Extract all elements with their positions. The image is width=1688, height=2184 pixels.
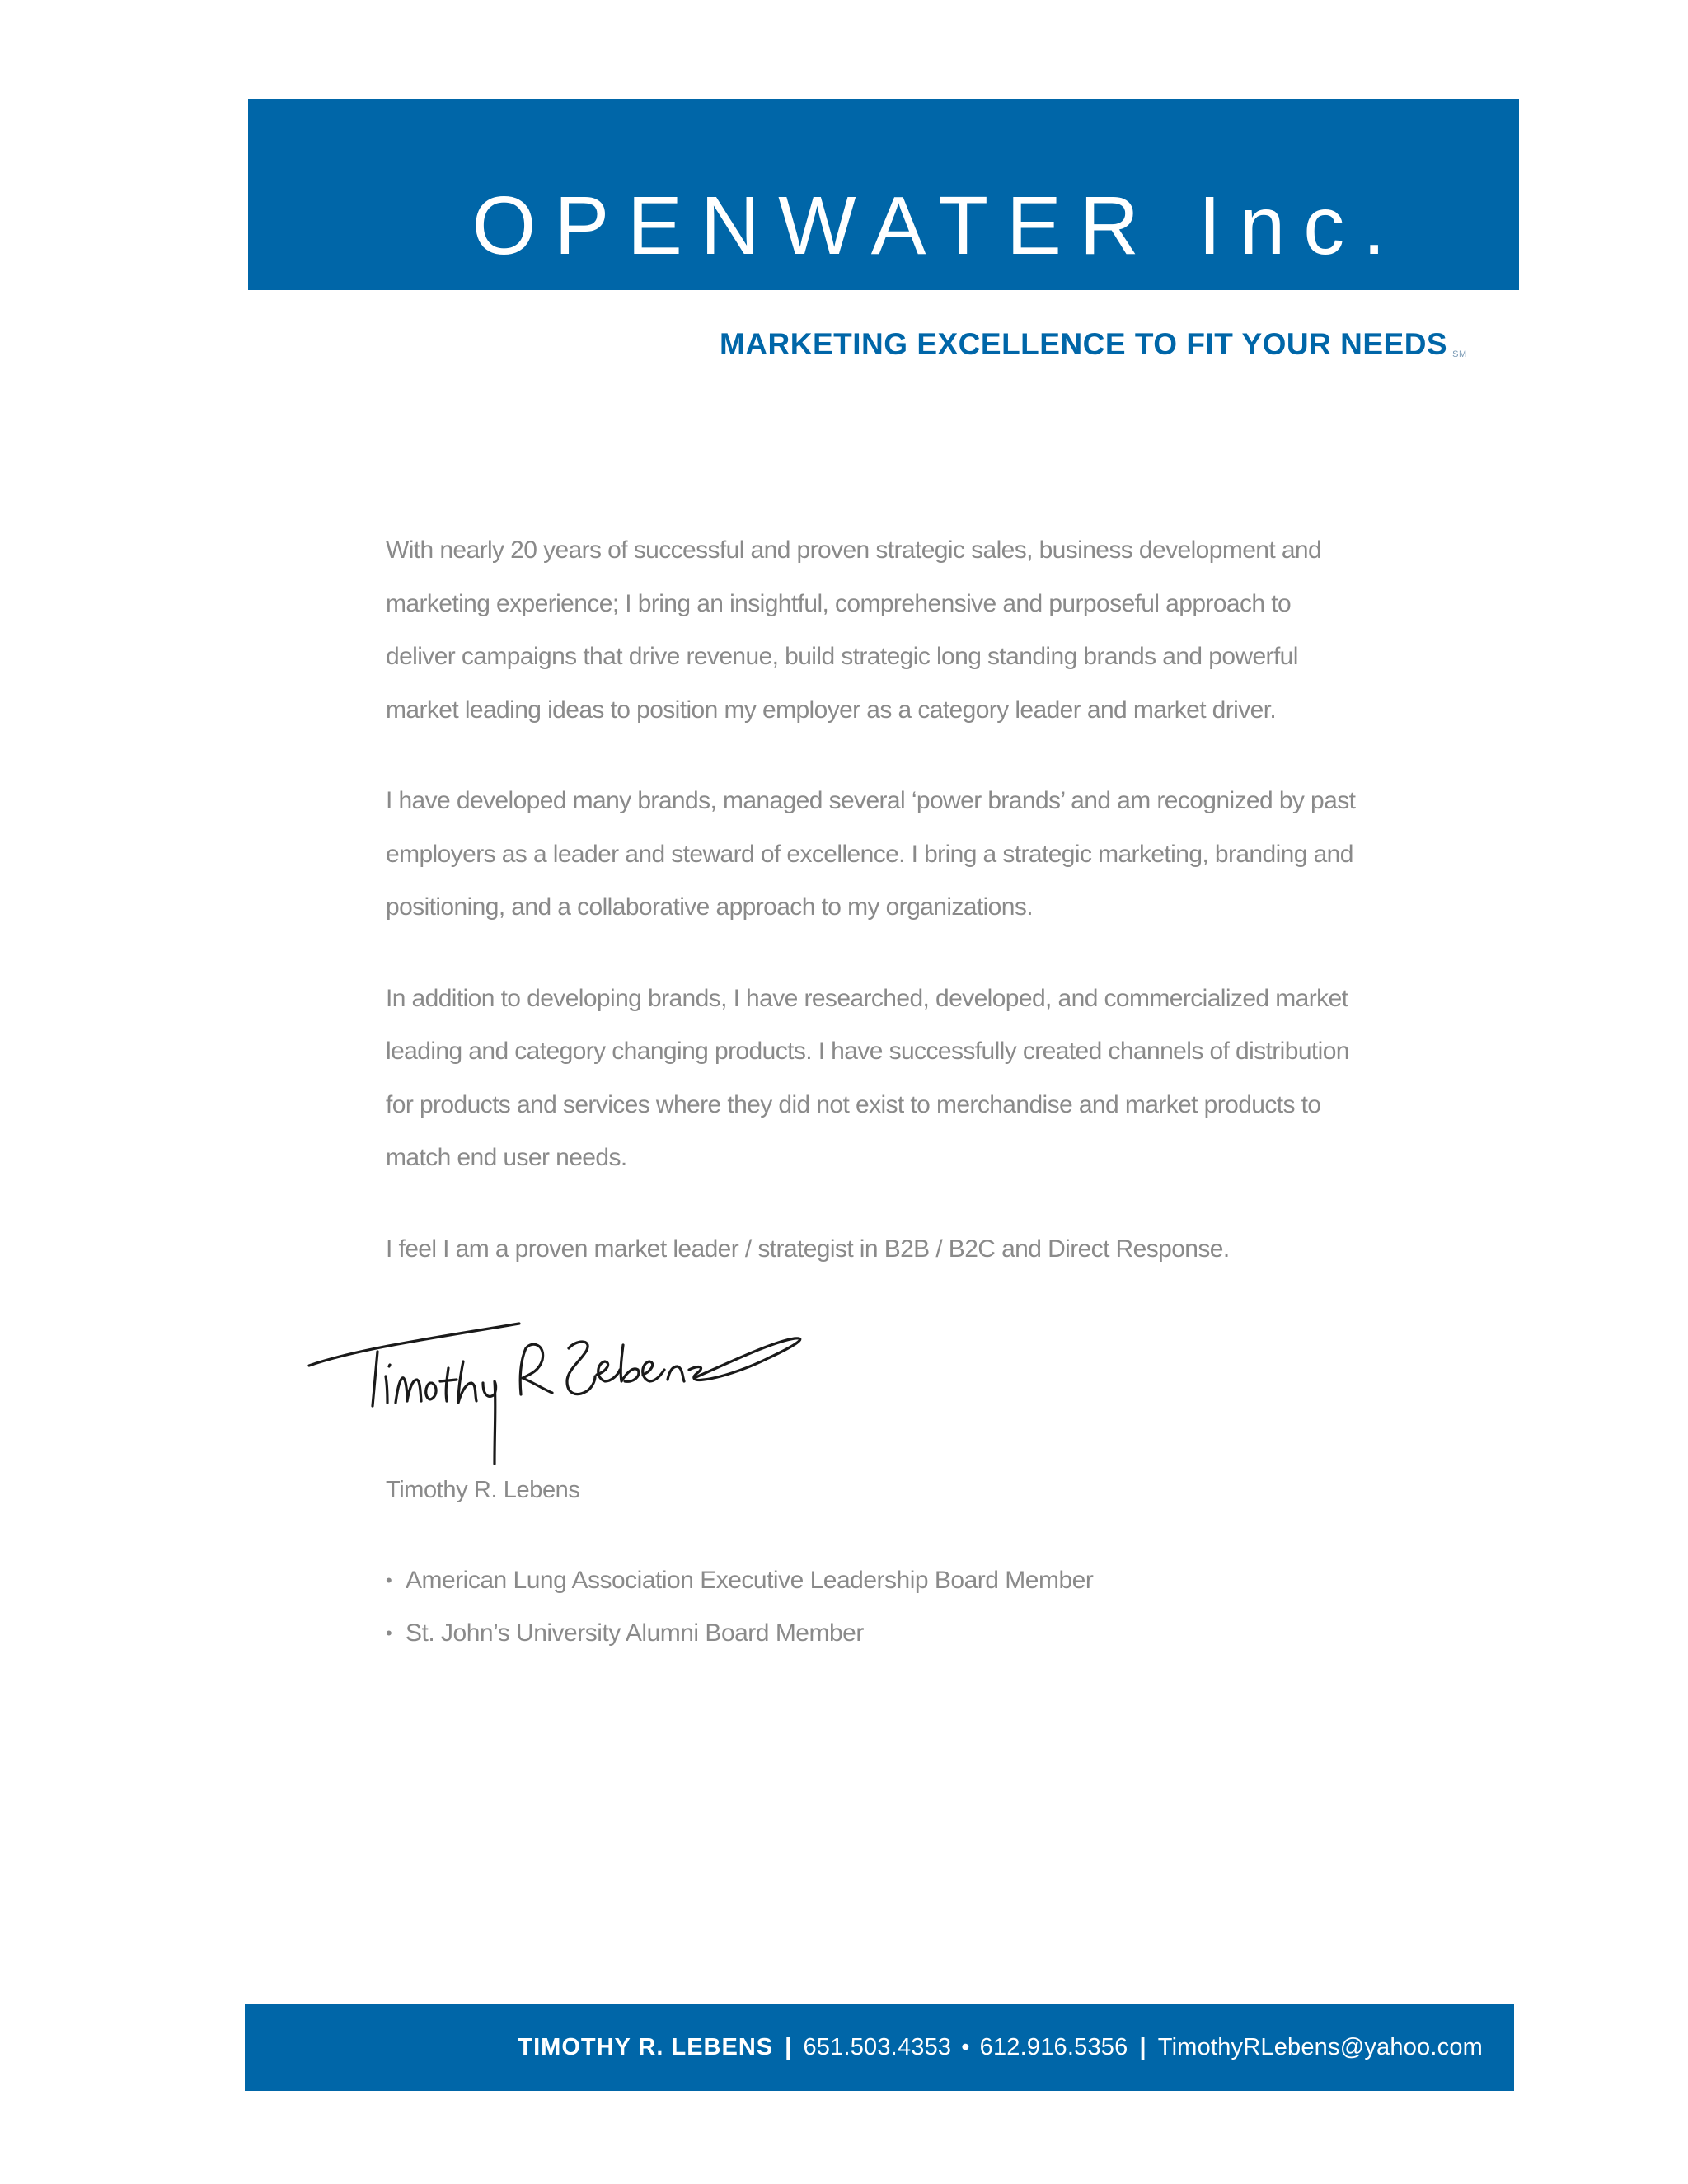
phone-separator: • xyxy=(961,2034,970,2060)
separator: | xyxy=(1139,2034,1146,2060)
handwritten-signature xyxy=(307,1312,834,1469)
header-banner xyxy=(248,99,1519,290)
affiliation-text: American Lung Association Executive Leadership Board Member xyxy=(406,1567,1094,1594)
letter-body xyxy=(386,524,1358,1314)
contact-line xyxy=(518,2004,1483,2091)
phone-2[interactable]: 612.916.5356 xyxy=(979,2034,1128,2060)
bullet-icon: • xyxy=(386,1623,392,1643)
paragraph-3: In addition to developing brands, I have researched, developed, and commercialized market leading and category changing products. I have successfully created channels of distribution for products and services where they did not exist to merchandise and market products to match end user needs. xyxy=(386,984,1349,1171)
service-mark: SM xyxy=(1452,349,1467,359)
tagline xyxy=(720,320,1467,369)
list-item xyxy=(386,1607,1093,1660)
company-name: OPENWATER Inc. xyxy=(471,180,1404,272)
list-item xyxy=(386,1554,1093,1607)
bullet-icon: • xyxy=(386,1570,392,1591)
tagline-text: MARKETING EXCELLENCE TO FIT YOUR NEEDS xyxy=(720,327,1448,361)
separator: | xyxy=(785,2034,792,2060)
paragraph-4: I feel I am a proven market leader / strategist in B2B / B2C and Direct Response. xyxy=(386,1235,1230,1263)
affiliation-text: St. John’s University Alumni Board Member xyxy=(406,1619,864,1647)
phone-1[interactable]: 651.503.4353 xyxy=(803,2034,952,2060)
affiliations-list xyxy=(386,1554,1093,1660)
paragraph-1: With nearly 20 years of successful and proven strategic sales, business development and marketing experience; I bring an insightful, comprehensive and purposeful approach to deliver campaigns that drive revenue, build strategic long standing brands and powerful market leading ideas to position my employer as a category leader and market driver. xyxy=(386,537,1322,724)
paragraph-2: I have developed many brands, managed several ‘power brands’ and am recognized by past employers as a leader and steward of excellence. I bring a strategic marketing, branding and positioning, and a collaborative approach to my organizations. xyxy=(386,787,1356,921)
footer-banner xyxy=(245,2004,1514,2091)
email-link[interactable]: TimothyRLebens@yahoo.com xyxy=(1157,2034,1483,2060)
contact-name: TIMOTHY R. LEBENS xyxy=(518,2034,774,2060)
signer-name: Timothy R. Lebens xyxy=(386,1477,580,1503)
